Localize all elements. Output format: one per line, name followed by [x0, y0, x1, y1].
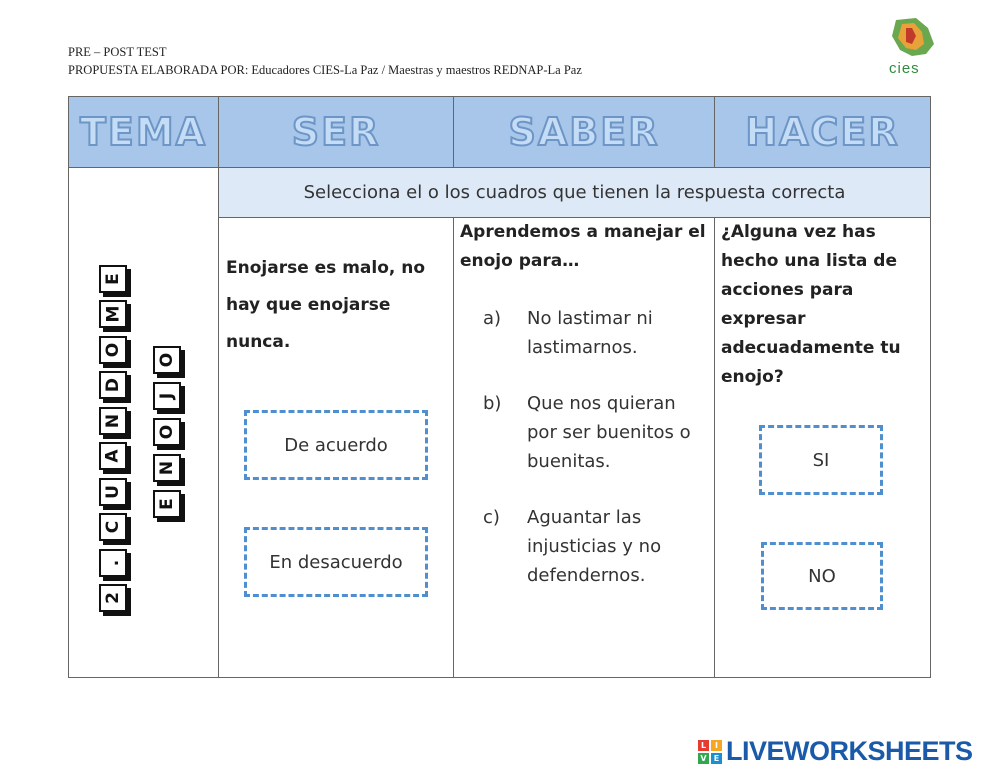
logo-text: cies — [889, 60, 920, 77]
option-letter: b) — [483, 393, 502, 414]
option-letter: c) — [483, 507, 500, 528]
saber-option-b[interactable] — [483, 389, 697, 476]
saber-option-a[interactable] — [483, 304, 697, 362]
header-line-1: PRE – POST TEST — [68, 45, 167, 59]
saber-cell — [453, 217, 715, 678]
option-en-desacuerdo[interactable]: En desacuerdo — [244, 527, 428, 597]
column-header-saber: SABER — [453, 96, 715, 168]
logo-square: E — [711, 753, 722, 764]
option-de-acuerdo[interactable]: De acuerdo — [244, 410, 428, 480]
logo-square: I — [711, 740, 722, 751]
title-letter-cube: E — [153, 490, 181, 518]
title-letter-cube: O — [99, 336, 127, 364]
hacer-question: ¿Alguna vez has hecho una lista de acciones para expresar adecuadamente tu enojo? — [721, 222, 901, 387]
option-si[interactable]: SI — [759, 425, 883, 495]
tema-cell — [68, 167, 219, 678]
title-letter-cube: O — [153, 346, 181, 374]
saber-option-c[interactable] — [483, 503, 697, 590]
option-text: Que nos quieran por ser buenitos o buenitas. — [527, 393, 691, 472]
option-no[interactable]: NO — [761, 542, 883, 610]
liveworksheets-text: LIVEWORKSHEETS — [726, 736, 973, 766]
title-letter-cube: J — [153, 382, 181, 410]
title-letter-cube: M — [99, 300, 127, 328]
column-header-tema: TEMA — [68, 96, 219, 168]
title-letter-cube: . — [99, 549, 127, 577]
title-letter-cube: C — [99, 513, 127, 541]
column-header-ser: SER — [218, 96, 454, 168]
liveworksheets-brand[interactable] — [698, 736, 973, 767]
ser-statement: Enojarse es malo, no hay que enojarse nunca. — [226, 258, 426, 352]
option-text: No lastimar ni lastimarnos. — [527, 308, 653, 358]
title-letter-cube: U — [99, 478, 127, 506]
column-header-hacer: HACER — [714, 96, 931, 168]
saber-options — [483, 304, 697, 617]
saber-question: Aprendemos a manejar el enojo para… — [460, 222, 706, 271]
option-text: Aguantar las injusticias y no defendernos. — [527, 507, 662, 586]
title-letter-cube: N — [153, 454, 181, 482]
title-letter-cube: E — [99, 265, 127, 293]
instruction-banner: Selecciona el o los cuadros que tienen la respuesta correcta — [218, 167, 931, 218]
title-letter-cube: 2 — [99, 584, 127, 612]
liveworksheets-logo-icon — [698, 740, 722, 764]
header-line-2: PROPUESTA ELABORADA POR: Educadores CIES-La Paz / Maestras y maestros REDNAP-La Paz — [68, 63, 582, 77]
title-letter-cube: O — [153, 418, 181, 446]
title-letter-cube: N — [99, 407, 127, 435]
logo-square: V — [698, 753, 709, 764]
title-letter-cube: A — [99, 442, 127, 470]
title-letter-cube: D — [99, 371, 127, 399]
logo-square: L — [698, 740, 709, 751]
option-letter: a) — [483, 308, 502, 329]
